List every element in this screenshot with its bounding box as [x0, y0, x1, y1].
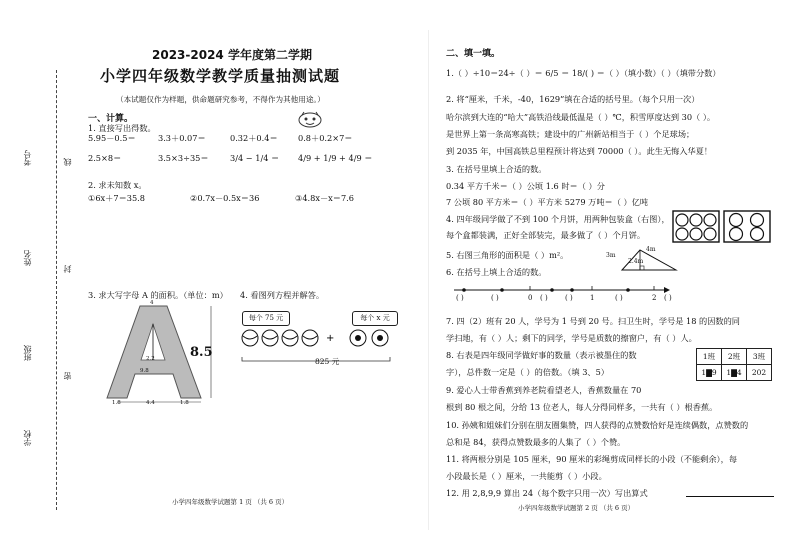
section-2-title: 二、填一填。	[446, 49, 501, 59]
seal-mark-mi: 密	[63, 372, 72, 380]
xuexiao-label: 学校	[23, 430, 32, 446]
question-line: 字），总件数一定是（ ）的倍数。（填 3、5）	[446, 367, 609, 377]
question-line: 6. 在括号上填上合适的数。	[446, 267, 547, 277]
question-line: 12. 用 2,8,9,9 算出 24（每个数字只用一次）写出算式	[446, 488, 648, 498]
dim-label: 4	[150, 300, 154, 306]
school-year: 2023-2024 学年度第二学期	[152, 48, 312, 62]
page-title: 小学四年级数学教学质量抽测试题	[100, 67, 341, 85]
table-header: 1班	[697, 349, 722, 365]
question-line: 10. 孙姨和姐妹们分别在朋友圈集赞，四人获得的点赞数恰好是连续偶数，点赞数的	[446, 420, 749, 430]
numline-label: 1	[590, 294, 595, 302]
calc-item: 0.8＋0.2×7＝	[298, 133, 353, 143]
tri-label: 4m	[646, 246, 656, 253]
seal-mark-feng: 封	[63, 265, 72, 273]
numline-label: ( )	[664, 294, 672, 302]
calc-item: 2.5×8＝	[88, 153, 122, 163]
right-footer: 小学四年级数学试题第 2 页 （共 6 页）	[518, 504, 635, 512]
calc-item: 3.3＋0.07＝	[158, 133, 206, 143]
question-line: 0.34 平方千米＝（ ）公顷 1.6 时＝（ ）分	[446, 181, 605, 191]
question-line: 到 2035 年，中国高铁总里程预计将达到 70000（ ）。此生无悔入华夏！	[446, 146, 713, 156]
table-cell: 1▇9	[697, 365, 722, 381]
question-line: 学扫地，有（ ）人；剩下的同学，学号是质数的擦窗户，有（ ）人。	[446, 333, 697, 343]
numline-label: ( )	[491, 294, 499, 302]
question-line: 3. 在括号里填上合适的数。	[446, 164, 547, 174]
equation: ②0.7x－0.5x＝36	[190, 193, 260, 203]
dim-label: 1.8	[180, 400, 189, 406]
price-tag-1	[242, 311, 290, 326]
question-line: 每个盒都装满，正好全部装完，最多做了（ ）个月饼。	[446, 230, 646, 240]
numline-label: 2	[652, 294, 657, 302]
banji-label: 班级	[23, 345, 32, 361]
calc-item: 0.32＋0.4＝	[230, 133, 278, 143]
price-tag-2-text: 每个 x 元	[360, 314, 390, 322]
dim-label-height: 8.5	[190, 345, 213, 360]
question-line: 7. 四（2）班有 20 人，学号为 1 号到 20 号。扫卫生时，学号是 18 的因数的同	[446, 316, 740, 326]
q4-title: 4. 看图列方程并解答。	[240, 290, 325, 300]
dim-label: 1.8	[112, 400, 121, 406]
q2-title: 2. 求未知数 x。	[88, 180, 147, 190]
svg-text:+: +	[326, 333, 335, 344]
number-line	[452, 282, 672, 301]
dim-label: 9.8	[140, 368, 149, 374]
numline-label: 0	[528, 294, 533, 302]
table-cell: 202	[747, 365, 772, 381]
question-line: 9. 爱心人士带香蕉到养老院看望老人，香蕉数量在 70	[446, 385, 642, 395]
table-header: 2班	[722, 349, 747, 365]
seal-mark-xian: 线	[63, 158, 72, 166]
calc-item: 5.95－0.5＝	[88, 133, 136, 143]
numline-label: ( )	[565, 294, 573, 302]
question-line: 哈尔滨到大连的“哈大”高铁沿线最低温是（ ）℃，积雪厚度达到 30（ ）。	[446, 112, 716, 122]
usage-note: （本试题仅作为样题，供命题研究参考，不得作为其他用途。）	[116, 95, 325, 104]
total-price: 825 元	[315, 357, 340, 366]
question-line: 11. 将两根分别是 105 厘米，90 厘米的彩绳剪成同样长的小段（不能剩余），每	[446, 454, 738, 464]
numline-label: ( )	[615, 294, 623, 302]
answer-blank-line	[686, 496, 774, 497]
q3-title: 3. 求大写字母 A 的面积。（单位：m）	[88, 290, 228, 300]
equation: ①6x＋7＝35.8	[88, 193, 145, 203]
question-line: 8. 右表是四年级同学做好事的数量（表示被墨住的数	[446, 350, 637, 360]
binding-dashed-line	[56, 70, 57, 510]
price-tag-1-text: 每个 75 元	[248, 314, 284, 322]
question-line: 根到 80 根之间，分给 13 位老人，每人分得同样多，一共有（ ）根香蕉。	[446, 402, 718, 412]
equation: ③4.8x－x＝7.6	[295, 193, 354, 203]
xingming-label: 姓名	[23, 250, 32, 266]
dim-label: 2.2	[146, 356, 155, 362]
question-line: 总和是 84，获得点赞数最多的人集了（ ）个赞。	[446, 437, 626, 447]
left-footer: 小学四年级数学试题第 1 页 （共 6 页）	[172, 498, 289, 506]
calc-item: 4/9 + 1/9 + 4/9 ＝	[298, 153, 373, 163]
tri-label: 3m	[606, 252, 616, 259]
calc-item: 3/4 − 1/4 ＝	[230, 153, 280, 163]
packaging-boxes-figure	[672, 210, 772, 248]
page-divider	[428, 30, 429, 530]
question-line: 4. 四年级同学做了不到 100 个月饼，用两种包装盒（右图），	[446, 214, 670, 224]
price-tag-2	[352, 311, 398, 326]
question-line: 是世界上第一条高寒高铁；建设中的广州新站相当于（ ）个足球场；	[446, 129, 695, 139]
cartoon-icon	[298, 111, 322, 132]
table-header: 3班	[747, 349, 772, 365]
q1-title: 1. 直接写出得数。	[88, 123, 156, 133]
question-line: 小段最长是（ ）厘米，一共能剪（ ）小段。	[446, 471, 607, 481]
question-line: 1.（ ）÷10＝24÷（ ）＝ 6/5 ＝ 18/( ) ＝（ ）（填小数）（ ）（填带分数）	[446, 68, 721, 78]
question-line: 5. 右图三角形的面积是（ ）m²。	[446, 250, 569, 260]
numline-label: ( )	[540, 294, 548, 302]
good-deeds-table	[696, 348, 772, 381]
table-cell: 1▇4	[722, 365, 747, 381]
numline-label: ( )	[456, 294, 464, 302]
tri-label: 2.4m	[628, 258, 644, 265]
question-line: 2. 将“厘米，千米，-40，1629”填在合适的括号里。（每个只用一次）	[446, 94, 700, 104]
calc-item: 3.5×3÷35＝	[158, 153, 209, 163]
question-line: 7 公顷 80 平方米＝（ ）平方米 5279 万吨＝（ ）亿吨	[446, 197, 649, 207]
kaohao-label: 考号	[23, 150, 32, 166]
dim-label: 4.4	[146, 400, 155, 406]
section-1-title: 一、计算。	[88, 114, 134, 124]
